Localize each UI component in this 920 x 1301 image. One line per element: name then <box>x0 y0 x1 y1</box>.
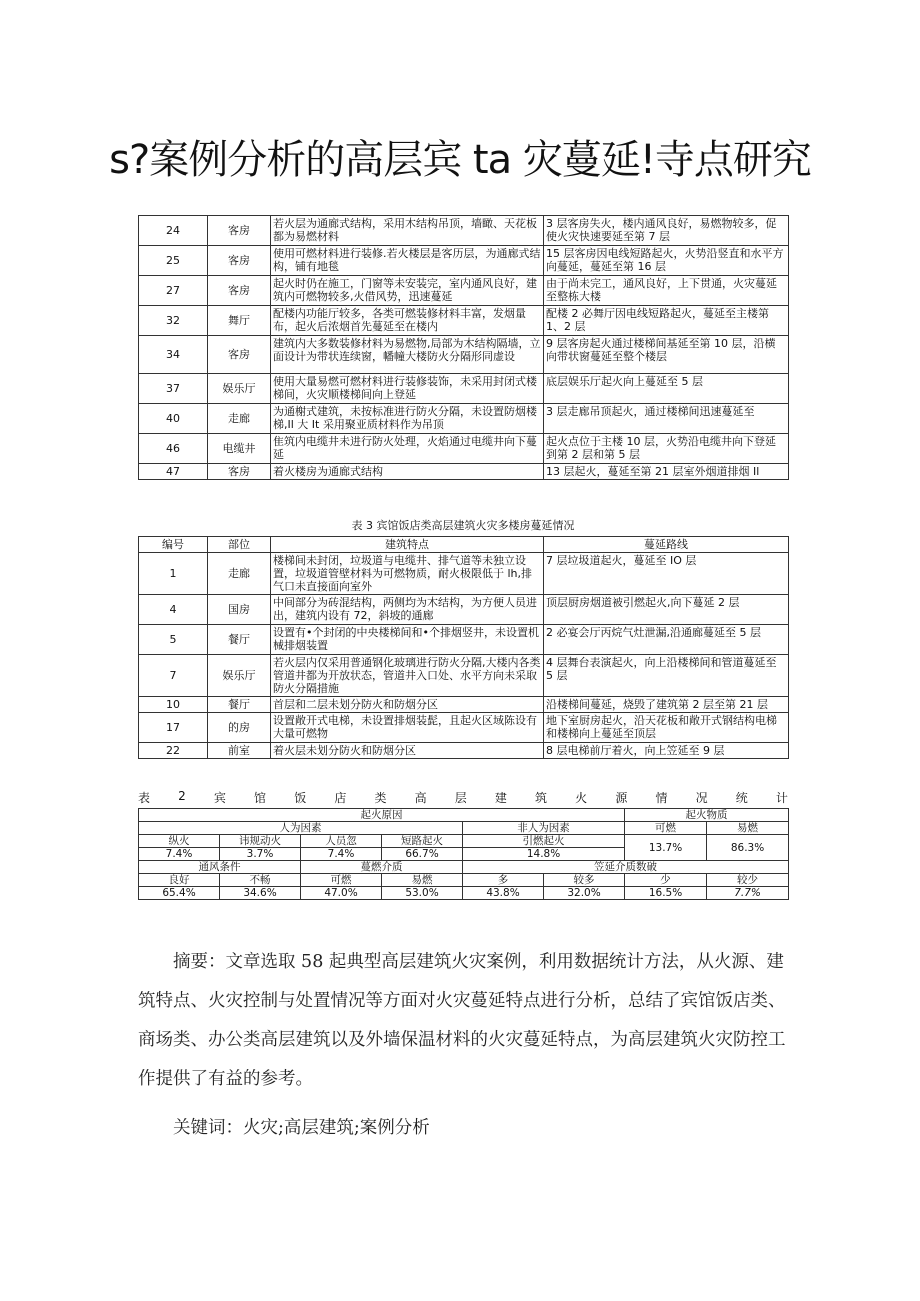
row-route: 8 层电梯前厅着火，向上笠延至 9 层 <box>544 743 789 759</box>
header-id: 编号 <box>139 537 208 553</box>
caption-char: 层 <box>454 791 467 805</box>
sub-value: 32.0% <box>544 887 625 900</box>
header-fire-cause: 起火原因 <box>139 809 625 822</box>
table-row <box>139 434 789 464</box>
table-row <box>139 625 789 655</box>
abstract-paragraph: 摘要：文章选取 58 起典型高层建筑火灾案例，利用数据统计方法，从火源、建筑特点、火灾控制与处置情况等方面对火灾蔓延特点进行分析，总结了宾馆饭店类、商场类、办公类高层建筑以及外墙保温材料的火灾蔓延特点，为高层建筑火灾防控工作提供了有益的参考。 <box>138 952 786 1089</box>
material-value: 13.7% <box>625 835 707 861</box>
row-route: 底层娱乐厅起火向上蔓延至 5 层 <box>544 374 789 404</box>
row-id: 47 <box>139 464 208 480</box>
caption-char: 宾 <box>213 791 226 805</box>
table-row <box>139 655 789 697</box>
row-route: 9 层客房起火通过楼梯间基延至第 10 层，沿横向带状窗蔓延至整个楼层 <box>544 336 789 374</box>
caption-char: 建 <box>494 791 507 805</box>
row-route: 7 层垃圾道起火，蔓延至 IO 层 <box>544 553 789 595</box>
header-fire-material: 起火物质 <box>625 809 789 822</box>
row-feature: 楼梯间未封闭，垃圾道与电缆井、排气道等未独立设置，垃圾道管壁材料为可燃物质，耐火极限低于 lh,排气口未直接面向室外 <box>271 553 544 595</box>
row-place: 餐厅 <box>208 625 271 655</box>
row-place: 走廊 <box>208 553 271 595</box>
caption-char: 2 <box>178 789 186 803</box>
fire-source-table <box>138 808 789 900</box>
row-route: 3 层走廊吊顶起火，通过楼梯间迅速蔓延至 <box>544 404 789 434</box>
row-place: 舞厅 <box>208 306 271 336</box>
row-id: 34 <box>139 336 208 374</box>
cause-label: 人员忽 <box>301 835 382 848</box>
row-id: 46 <box>139 434 208 464</box>
sub-label: 不畅 <box>220 874 301 887</box>
caption-char: 源 <box>615 791 628 805</box>
cause-value: 14.8% <box>463 848 625 861</box>
row-id: 25 <box>139 246 208 276</box>
cause-value: 66.7% <box>382 848 463 861</box>
sub-value: 43.8% <box>463 887 544 900</box>
table-row <box>139 336 789 374</box>
cause-label: 讳规动火 <box>220 835 301 848</box>
table-row <box>139 374 789 404</box>
row-feature: 若火层内仅采用普通钢化玻璃进行防火分隔,大楼内各类管道井都为开放状态，管道井入口处、水平方向未采取防火分隔措施 <box>271 655 544 697</box>
keywords-line: 关键词：火灾;高层建筑;案例分析 <box>173 1118 430 1138</box>
table-row <box>139 713 789 743</box>
material-value: 86.3% <box>707 835 789 861</box>
page-title: s?案例分析的高层宾 ta 灾蔓延!寺点研究 <box>109 137 811 183</box>
row-id: 40 <box>139 404 208 434</box>
table-header-row <box>139 537 789 553</box>
sub-value: 53.0% <box>382 887 463 900</box>
table-row <box>139 553 789 595</box>
row-place: 娱乐厅 <box>208 374 271 404</box>
row-place: 的房 <box>208 713 271 743</box>
caption-char: 类 <box>374 791 387 805</box>
row-place: 客房 <box>208 464 271 480</box>
table2-caption <box>138 789 788 806</box>
row-id: 7 <box>139 655 208 697</box>
row-feature: 建筑内大多数装修材料为易燃物,局部为木结构隔墙，立面设计为带状连续窗，幡幢大楼防火分隔形同虚设 <box>271 336 544 374</box>
sub-label: 易燃 <box>382 874 463 887</box>
row-feature: 起火时仍在施工，门窗等未安装完，室内通风良好，建筑内可燃物较多,火借风势，迅速蔓延 <box>271 276 544 306</box>
row-feature: 使用可燃材料进行装修.若火楼层是客历层，为通廊式结构，铺有地毯 <box>271 246 544 276</box>
caption-char: 计 <box>775 791 788 805</box>
row-feature: 配楼内功能厅较多，各类可燃装修材料丰富，发烟量布，起火后浓烟首先蔓延至在楼内 <box>271 306 544 336</box>
caption-char: 馆 <box>254 791 267 805</box>
sub-label: 多 <box>463 874 544 887</box>
row-id: 17 <box>139 713 208 743</box>
row-feature: 隹筑内电缆井未进行防火处理，火焰通过电缆井向下蔓延 <box>271 434 544 464</box>
row-id: 4 <box>139 595 208 625</box>
cause-value: 7.4% <box>139 848 220 861</box>
sub-label: 少 <box>625 874 707 887</box>
row-id: 37 <box>139 374 208 404</box>
cause-value: 3.7% <box>220 848 301 861</box>
table3-caption: 表 3 宾馆饭店类高层建筑火灾多楼房蔓延情况 <box>351 519 575 532</box>
caption-char: 统 <box>735 791 748 805</box>
table-row <box>139 697 789 713</box>
caption-char: 饭 <box>294 791 307 805</box>
table-row <box>139 743 789 759</box>
header-nonhuman-factor: 非人为因素 <box>463 822 625 835</box>
row-route: 起火点位于主楼 10 层，火势沿电缆井向下登延到第 2 层和第 5 层 <box>544 434 789 464</box>
row-route: 15 层客房因电线短路起火，火势沿竖直和水平方向蔓延，蔓延至第 16 层 <box>544 246 789 276</box>
row-route: 沿楼梯间蔓延，烧毁了建筑第 2 层至第 21 层 <box>544 697 789 713</box>
row-route: 13 层起火，蔓延至第 21 层室外烟道排烟 Il <box>544 464 789 480</box>
row-id: 10 <box>139 697 208 713</box>
sub-value: 7.7% <box>707 887 789 900</box>
sub-value: 16.5% <box>625 887 707 900</box>
row-place: 国房 <box>208 595 271 625</box>
row-place: 娱乐厅 <box>208 655 271 697</box>
table-row <box>139 464 789 480</box>
header-place: 部位 <box>208 537 271 553</box>
row-place: 客房 <box>208 276 271 306</box>
table-row <box>139 306 789 336</box>
cause-label: 引燃起火 <box>463 835 625 848</box>
sub-value: 34.6% <box>220 887 301 900</box>
header-feature: 建筑特点 <box>271 537 544 553</box>
row-place: 客房 <box>208 246 271 276</box>
sub-label: 较少 <box>707 874 789 887</box>
row-place: 客房 <box>208 216 271 246</box>
row-route: 配楼 2 必舞厅因电线短路起火，蔓延至主楼第 1、2 层 <box>544 306 789 336</box>
caption-char: 情 <box>655 791 668 805</box>
row-route: 地下室厨房起火，沿天花板和敞开式钢结构电梯和楼梯向上蔓延至顶层 <box>544 713 789 743</box>
table-row <box>139 276 789 306</box>
row-route: 2 必宴会厅丙烷气灶泄漏,沿通廊蔓延至 5 层 <box>544 625 789 655</box>
row-id: 24 <box>139 216 208 246</box>
row-route: 4 层舞台表演起火，向上沿楼梯间和管道蔓延至 5 层 <box>544 655 789 697</box>
caption-char: 火 <box>575 791 588 805</box>
header-ventilation: 通风条件 <box>139 861 301 874</box>
header-medium-quantity: 笠延介质数破 <box>463 861 789 874</box>
row-id: 32 <box>139 306 208 336</box>
row-feature: 为通榭式建筑，未按标准进行防火分隔，未设置防烟楼梯,Il 大 It 采用聚亚质材料作为吊顶 <box>271 404 544 434</box>
cause-label: 纵火 <box>139 835 220 848</box>
row-route: 由于尚未完工，通风良好，上下贯通，火灾蔓延至整栋大楼 <box>544 276 789 306</box>
table-row <box>139 595 789 625</box>
row-id: 27 <box>139 276 208 306</box>
row-place: 电缆井 <box>208 434 271 464</box>
cause-value: 7.4% <box>301 848 382 861</box>
row-route: 3 层客房失火，楼内通风良好，易燃物较多，促使火灾快速要延至第 7 层 <box>544 216 789 246</box>
caption-char: 表 <box>138 791 151 805</box>
spread-table-3 <box>138 536 789 759</box>
row-place: 前室 <box>208 743 271 759</box>
caption-char: 店 <box>334 791 347 805</box>
row-place: 走廊 <box>208 404 271 434</box>
spread-table-continued <box>138 215 789 480</box>
table-row <box>139 216 789 246</box>
row-id: 22 <box>139 743 208 759</box>
sub-value: 47.0% <box>301 887 382 900</box>
table-row <box>139 404 789 434</box>
header-human-factor: 人为因素 <box>139 822 463 835</box>
row-feature: 若火层为通廊式结构，采用木结构吊顶，墙瞰、天花板都为易燃材料 <box>271 216 544 246</box>
row-feature: 设置有•个封闭的中央楼梯间和•个排烟竖井，未设置机械排烟装置 <box>271 625 544 655</box>
row-feature: 中间部分为砖混结构，两侧均为木结构，为方便人员进出，建筑内设有 72，斜坡的通廊 <box>271 595 544 625</box>
row-feature: 着火层未划分防火和防烟分区 <box>271 743 544 759</box>
sub-label: 良好 <box>139 874 220 887</box>
row-feature: 首层和二层未划分防火和防烟分区 <box>271 697 544 713</box>
header-flammable: 可燃 <box>625 822 707 835</box>
header-route: 蔓延路线 <box>544 537 789 553</box>
caption-char: 况 <box>695 791 708 805</box>
table-row <box>139 246 789 276</box>
sub-value: 65.4% <box>139 887 220 900</box>
cause-label: 短路起火 <box>382 835 463 848</box>
sub-label: 较多 <box>544 874 625 887</box>
row-feature: 着火楼房为通廊式结构 <box>271 464 544 480</box>
sub-label: 可燃 <box>301 874 382 887</box>
caption-char: 筑 <box>535 791 548 805</box>
header-easily-flammable: 易燃 <box>707 822 789 835</box>
row-id: 1 <box>139 553 208 595</box>
header-spread-medium: 蔓燃介质 <box>301 861 463 874</box>
caption-char: 高 <box>414 791 427 805</box>
row-route: 顶层厨房烟道被引燃起火,向下蔓延 2 层 <box>544 595 789 625</box>
row-feature: 使用大量易燃可燃材料进行装修装饰，未采用封闭式楼梯间，火灾顺楼梯间向上登延 <box>271 374 544 404</box>
row-place: 客房 <box>208 336 271 374</box>
row-place: 餐厅 <box>208 697 271 713</box>
row-feature: 设置敞开式电梯，未设置排烟装髭，且起火区域陈设有大量可燃物 <box>271 713 544 743</box>
row-id: 5 <box>139 625 208 655</box>
